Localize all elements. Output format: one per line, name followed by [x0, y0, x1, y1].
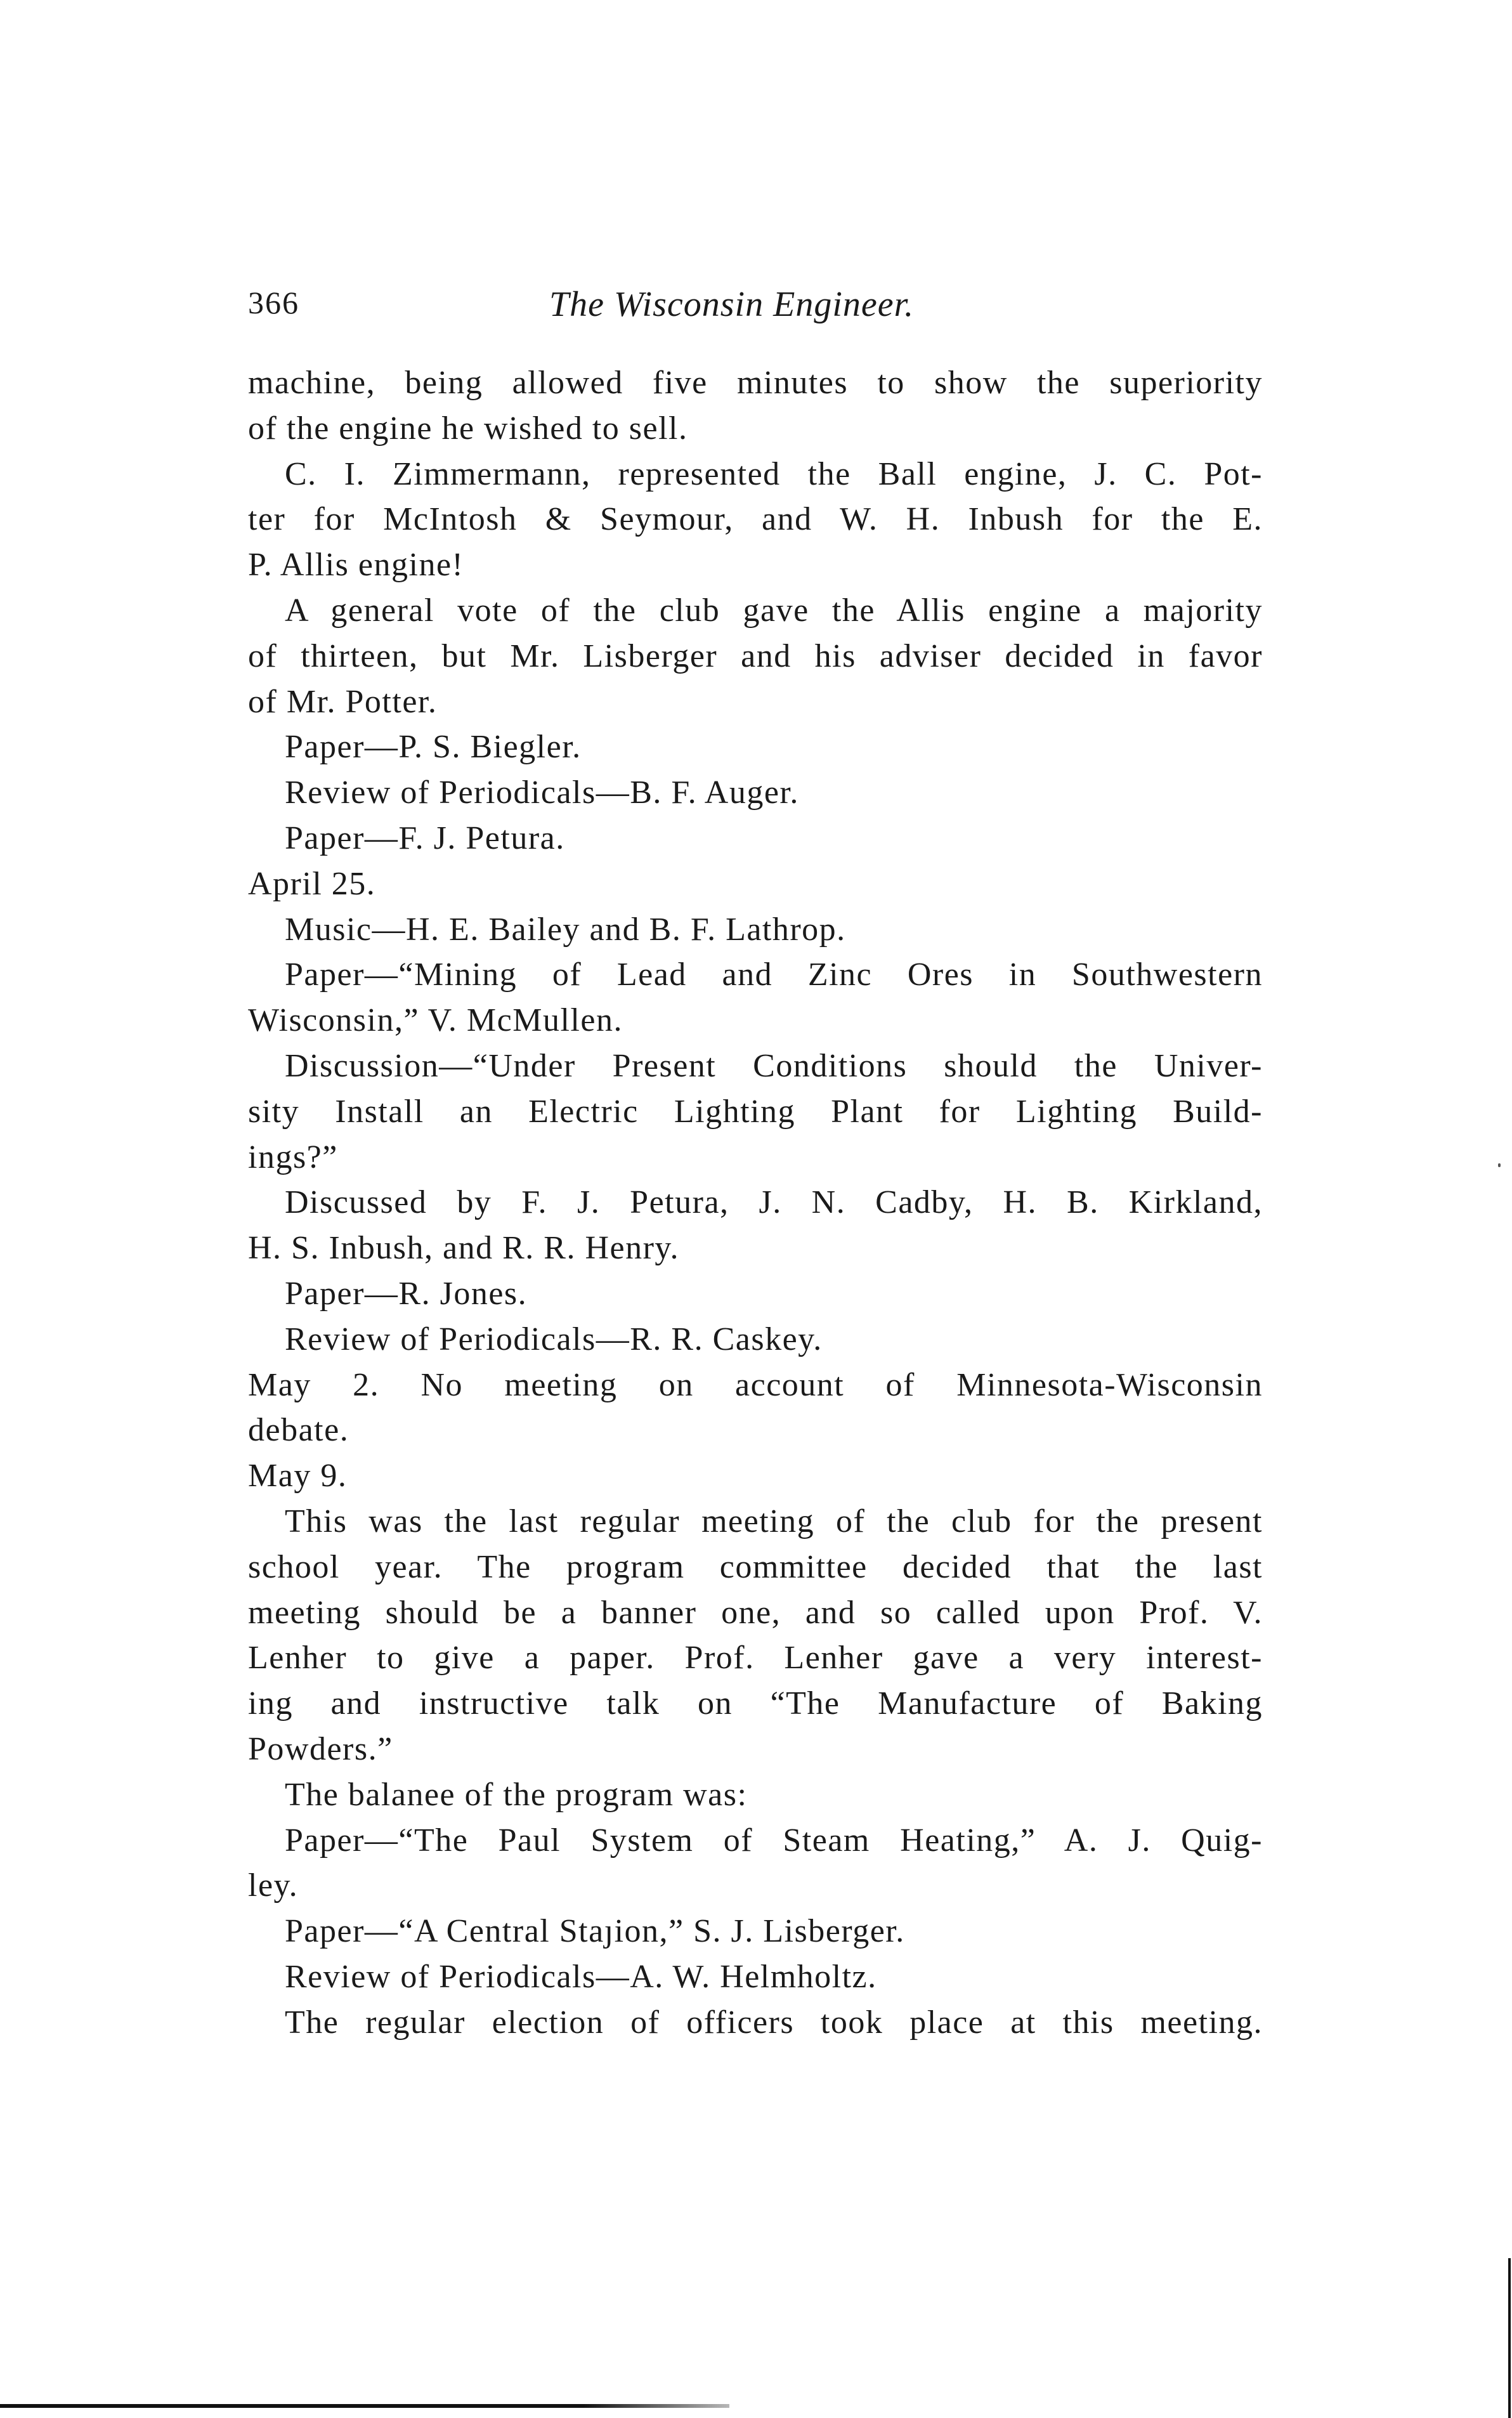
text-line: Lenher to give a paper. Prof. Lenher gave a very interest- [248, 1640, 1263, 1676]
text-line: ley. [248, 1867, 299, 1904]
page-header [248, 284, 1263, 335]
text-line: Wisconsin,” V. McMullen. [248, 1002, 623, 1039]
text-line: Review of Periodicals—B. F. Auger. [285, 774, 799, 811]
text-line: sity Install an Electric Lighting Plant for Lighting Build- [248, 1093, 1263, 1130]
text-line: of thirteen, but Mr. Lisberger and his adviser decided in favor [248, 637, 1263, 674]
text-line: Discussion—“Under Present Conditions should the Univer- [285, 1047, 1263, 1084]
text-line: meeting should be a banner one, and so called upon Prof. V. [248, 1594, 1263, 1631]
text-line: Paper—“Mining of Lead and Zinc Ores in Southwestern [285, 957, 1263, 993]
text-line: Powders.” [248, 1730, 393, 1767]
scan-speck [1498, 1163, 1501, 1167]
body-text [248, 360, 1263, 2045]
text-line: Paper—F. J. Petura. [285, 820, 565, 856]
text-line: ing and instructive talk on “The Manufacture of Baking [248, 1685, 1263, 1722]
text-line: of Mr. Potter. [248, 683, 438, 720]
text-line: Discussed by F. J. Petura, J. N. Cadby, H. B. Kirkland, [285, 1184, 1263, 1221]
text-line: Music—H. E. Bailey and B. F. Lathrop. [285, 911, 846, 948]
page-number: 366 [248, 285, 299, 320]
text-line: machine, being allowed five minutes to show the superiority [248, 365, 1263, 401]
scan-edge-right [1508, 2258, 1511, 2418]
text-line: May 2. No meeting on account of Minnesota-Wisconsin [248, 1366, 1263, 1403]
text-line: of the engine he wished to sell. [248, 410, 688, 447]
text-line: debate. [248, 1412, 349, 1449]
text-line: P. Allis engine! [248, 547, 464, 584]
text-line: April 25. [248, 865, 376, 902]
text-line: A general vote of the club gave the Allis engine a majority [285, 592, 1263, 629]
text-line: Paper—R. Jones. [285, 1275, 528, 1312]
text-line: Review of Periodicals—A. W. Helmholtz. [285, 1958, 877, 1995]
text-line: H. S. Inbush, and R. R. Henry. [248, 1230, 680, 1267]
text-line: ings?” [248, 1139, 338, 1175]
text-line: Review of Periodicals—R. R. Caskey. [285, 1321, 823, 1357]
text-line: This was the last regular meeting of the club for the present [285, 1503, 1263, 1539]
text-line: ter for McIntosh & Seymour, and W. H. Inbush for the E. [248, 501, 1263, 538]
text-line: Paper—P. S. Biegler. [285, 729, 582, 766]
text-line: The balanee of the program was: [285, 1776, 748, 1813]
scan-edge-bottom [0, 2404, 729, 2408]
running-title: The Wisconsin Engineer. [549, 285, 915, 324]
text-line: May 9. [248, 1458, 348, 1494]
text-line: The regular election of officers took place at this meeting. [285, 2004, 1263, 2041]
text-line: Paper—“The Paul System of Steam Heating,” A. J. Quig- [285, 1822, 1263, 1859]
text-line: C. I. Zimmermann, represented the Ball engine, J. C. Pot- [285, 455, 1263, 492]
text-line: school year. The program committee decided that the last [248, 1548, 1263, 1585]
text-line: Paper—“A Central Staȷion,” S. J. Lisberger. [285, 1913, 905, 1950]
